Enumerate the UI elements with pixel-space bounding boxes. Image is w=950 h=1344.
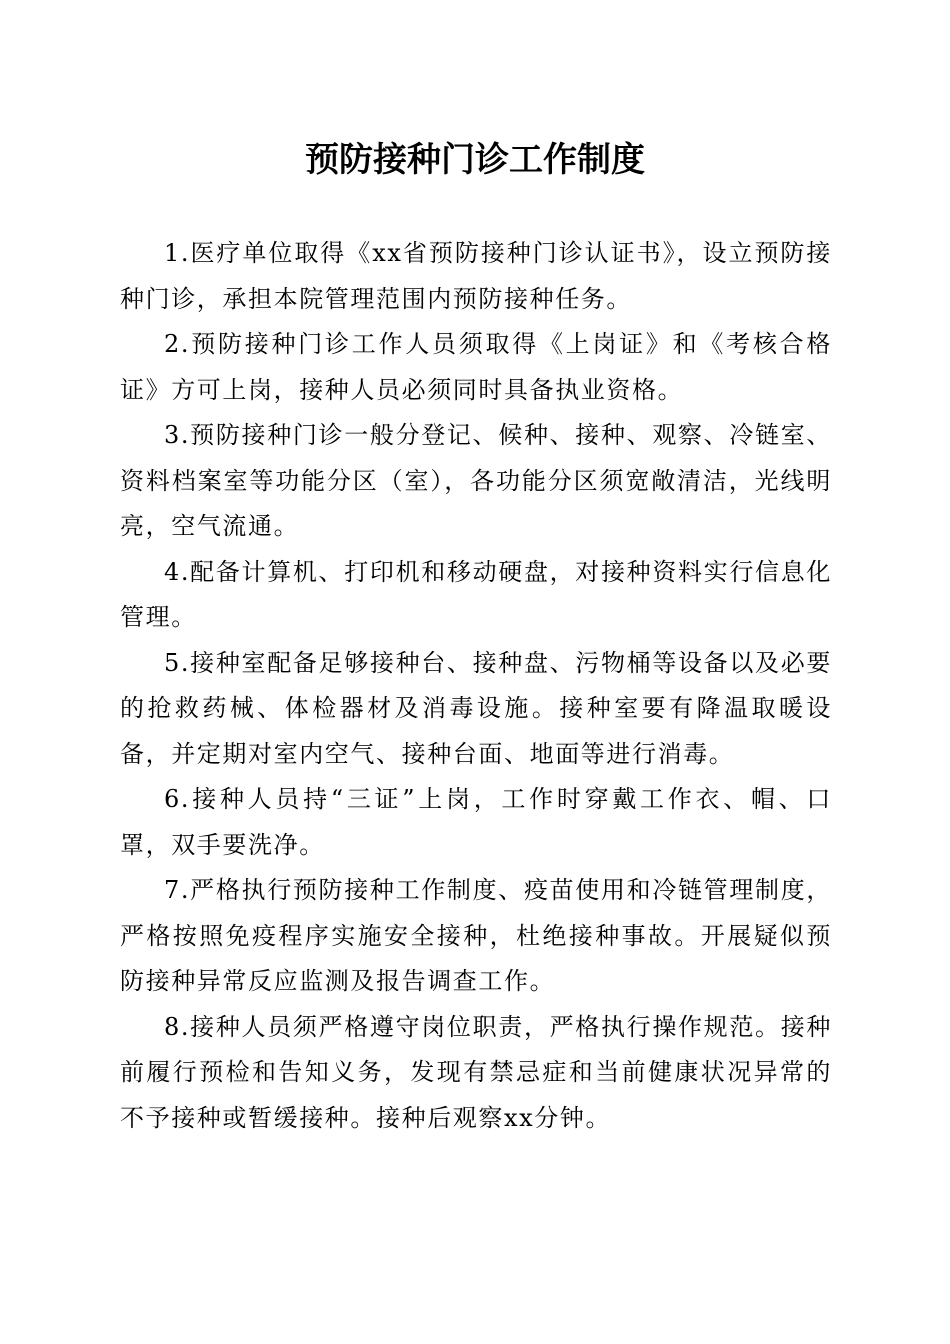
clause-7: 7.严格执行预防接种工作制度、疫苗使用和冷链管理制度，严格按照免疫程序实施安全接种，杜绝接种事故。开展疑似预防接种异常反应监测及报告调查工作。: [120, 876, 832, 995]
clause-8: 8.接种人员须严格遵守岗位职责，严格执行操作规范。接种前履行预检和告知义务，发现有禁忌症和当前健康状况异常的不予接种或暂缓接种。接种后观察xx分钟。: [120, 1012, 832, 1132]
document-body: [120, 231, 832, 1141]
clause-4: 4.配备计算机、打印机和移动硬盘，对接种资料实行信息化管理。: [120, 557, 832, 631]
clause-2: 2.预防接种门诊工作人员须取得《上岗证》和《考核合格证》方可上岗，接种人员必须同时具备执业资格。: [120, 330, 832, 404]
clause-3: 3.预防接种门诊一般分登记、候种、接种、观察、冷链室、资料档案室等功能分区（室），各功能分区须宽敞清洁，光线明亮，空气流通。: [120, 421, 832, 540]
clause-1: 1.医疗单位取得《xx省预防接种门诊认证书》，设立预防接种门诊，承担本院管理范围内预防接种任务。: [120, 239, 832, 313]
document-title: 预防接种门诊工作制度: [305, 140, 645, 180]
clause-5: 5.接种室配备足够接种台、接种盘、污物桶等设备以及必要的抢救药械、体检器材及消毒设施。接种室要有降温取暖设备，并定期对室内空气、接种台面、地面等进行消毒。: [120, 648, 832, 768]
clause-6: 6.接种人员持“三证”上岗，工作时穿戴工作衣、帽、口罩，双手要洗净。: [120, 785, 832, 859]
